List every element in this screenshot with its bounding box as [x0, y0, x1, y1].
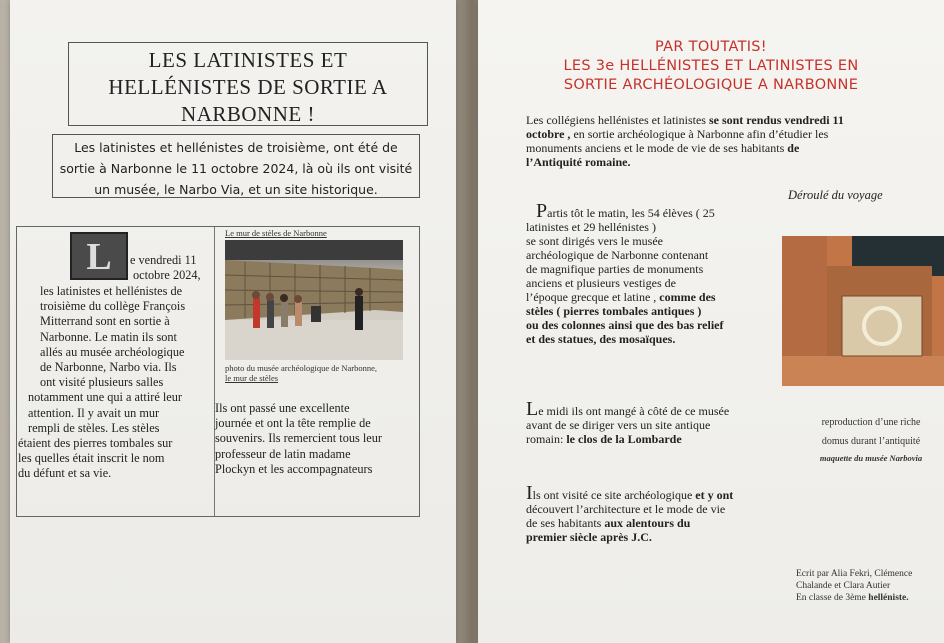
right-title-line: PAR TOUTATIS! [655, 39, 767, 55]
paragraph-1-initial: P [536, 200, 548, 222]
right-newspaper-page [478, 0, 944, 643]
text-line [526, 516, 826, 530]
stele-wall-image [225, 240, 403, 360]
para-line [538, 404, 729, 418]
text-line [526, 220, 782, 234]
bold-segment: l’Antiquité romaine. [526, 155, 631, 169]
text-line [526, 502, 826, 516]
article-line: e vendredi 11 [130, 253, 197, 267]
article-line: ont visité plusieurs salles [40, 375, 164, 390]
text-segment: Les collégiens hellénistes et latinistes [526, 113, 709, 127]
bold-segment: stèles ( pierres tombales antiques ) [526, 304, 702, 318]
text-line [526, 530, 826, 544]
left-title-box [68, 42, 428, 126]
domus-image [782, 236, 944, 386]
article-line: étaient des pierres tombales sur [18, 436, 173, 451]
bold-segment: ou des colonnes ainsi que des bas relief [526, 318, 724, 332]
deroule-heading: Déroulé du voyage [788, 188, 883, 202]
summary-line: sortie à Narbonne le 11 octobre 2024, là où ils ont visité [59, 161, 413, 176]
bold-segment: de [787, 141, 800, 155]
right-title-line: LES 3e HELLÉNISTES ET LATINISTES EN [563, 58, 859, 74]
summary-line: Les latinistes et hellénistes de troisième, ont été de [74, 140, 398, 155]
text-segment: artis tôt le matin, les 54 élèves ( 25 [547, 206, 715, 220]
caption-line: photo du musée archéologique de Narbonne, [225, 363, 378, 373]
article-line: les quelles était inscrit le nom [18, 451, 165, 466]
text-line [526, 432, 826, 446]
left-newspaper-page [10, 0, 456, 643]
article-col1-top [130, 253, 220, 283]
article-col1-body [18, 284, 223, 482]
article-line: Narbonne. Le matin ils sont [40, 329, 177, 344]
text-segment: Chalande et Clara Autier [796, 581, 891, 591]
text-segment: l’époque grecque et latine , [526, 290, 660, 304]
authors-credit [796, 568, 944, 604]
text-line [526, 248, 782, 262]
photo-caption-right [796, 413, 944, 465]
bold-segment: le clos de la Lombarde [566, 432, 682, 446]
article-line: rempli de stèles. Les stèles [28, 420, 160, 435]
intro-paragraph [526, 113, 936, 169]
left-title-line: HELLÉNISTES DE SORTIE A [108, 75, 388, 99]
article-line: Plockyn et les accompagnateurs [215, 461, 373, 476]
text-line [526, 276, 782, 290]
article-line: les latinistes et hellénistes de [40, 284, 183, 298]
bold-segment: et y ont [695, 488, 734, 502]
dropcap-letter: L [70, 232, 128, 280]
text-line [526, 262, 782, 276]
bold-segment: comme des [659, 290, 716, 304]
text-segment: archéologique de Narbonne contenant [526, 248, 709, 262]
text-line [796, 592, 944, 604]
bold-segment: et des statues, des mosaïques. [526, 332, 676, 346]
article-line: du défunt et sa vie. [18, 466, 112, 481]
article-line: Mitterrand sont en sortie à [40, 314, 170, 329]
article-line: troisième du collège François [40, 299, 186, 314]
article-line: Ils ont passé une excellente [215, 401, 350, 415]
paragraph-3 [526, 482, 826, 544]
text-line [526, 113, 936, 127]
text-segment: de ses habitants [526, 516, 605, 530]
article-line: octobre 2024, [133, 268, 201, 283]
text-segment: Ecrit par Alia Fekri, Clémence [796, 569, 913, 579]
text-segment: découvert l’architecture et le mode de vie [526, 502, 726, 516]
text-line [526, 155, 936, 169]
caption-line: domus durant l’antiquité [821, 436, 921, 447]
text-line [796, 568, 944, 580]
bold-segment: premier siècle après J.C. [526, 530, 652, 544]
text-line [526, 234, 782, 248]
article-line: souvenirs. Ils remercient tous leur [215, 431, 382, 446]
text-line [526, 332, 782, 346]
para-line [533, 488, 734, 502]
bold-segment: octobre , [526, 127, 571, 141]
article-line: attention. Il y avait un mur [28, 405, 160, 420]
bold-segment: se sont rendus vendredi 11 [708, 113, 844, 127]
article-line: de Narbonne, Narbo via. Ils [40, 360, 177, 375]
paragraph-2 [526, 398, 826, 446]
para-lines-rest [526, 220, 782, 346]
paragraph-3-initial: I [526, 482, 533, 504]
article-line: professeur de latin madame [215, 446, 351, 461]
article-line: notamment une qui a attiré leur [28, 390, 182, 405]
article-col2 [215, 401, 415, 477]
bold-segment: helléniste. [868, 593, 909, 603]
caption-line: le mur de stèles [225, 372, 279, 383]
text-line [526, 304, 782, 318]
text-segment: anciens et plusieurs vestiges de [526, 276, 676, 290]
article-line: journée et ont la tête remplie de [215, 416, 371, 431]
left-summary-box [52, 134, 420, 198]
text-segment: de magnifique parties de monuments [526, 262, 704, 276]
paragraph-2-initial: L [526, 398, 539, 420]
museum-photo [225, 240, 403, 360]
photo-title: Le mur de stèles de Narbonne [225, 228, 327, 238]
right-title-line: SORTIE ARCHÉOLOGIQUE A NARBONNE [563, 77, 859, 93]
article-line: allés au musée archéologique [40, 344, 185, 359]
text-segment: se sont dirigés vers le musée [526, 234, 663, 248]
text-line [796, 580, 944, 592]
caption-line: reproduction d’une riche [821, 417, 921, 428]
bold-segment: aux alentours du [604, 516, 691, 530]
domus-model-photo [782, 236, 944, 386]
right-title [478, 38, 944, 95]
text-segment: latinistes et 29 hellénistes ) [526, 220, 656, 234]
caption-italic: maquette du musée Narbovia [819, 453, 923, 463]
text-segment: ls ont visité ce site archéologique [532, 488, 696, 502]
text-line [526, 290, 782, 304]
text-line [526, 127, 936, 141]
text-line [526, 318, 782, 332]
left-title-line: LES LATINISTES ET [148, 48, 348, 72]
left-title-line: NARBONNE ! [181, 102, 315, 126]
photo-caption [225, 364, 377, 383]
text-line [526, 418, 826, 432]
text-segment: En classe de 3ème [796, 593, 869, 603]
para-lines-rest [526, 418, 826, 446]
summary-line: un musée, le Narbo Via, et un site historique. [94, 182, 378, 197]
text-segment: romain: [526, 432, 567, 446]
para-line [547, 206, 715, 220]
para-lines-rest [526, 502, 826, 544]
text-line [526, 141, 936, 155]
text-segment: e midi ils ont mangé à côté de ce musée [538, 404, 730, 418]
text-segment: avant de se diriger vers un site antique [526, 418, 711, 432]
text-segment: en sortie archéologique à Narbonne afin d’étudier les [570, 127, 829, 141]
text-segment: monuments anciens et le mode de vie de ses habitants [526, 141, 788, 155]
paragraph-1 [526, 200, 782, 346]
